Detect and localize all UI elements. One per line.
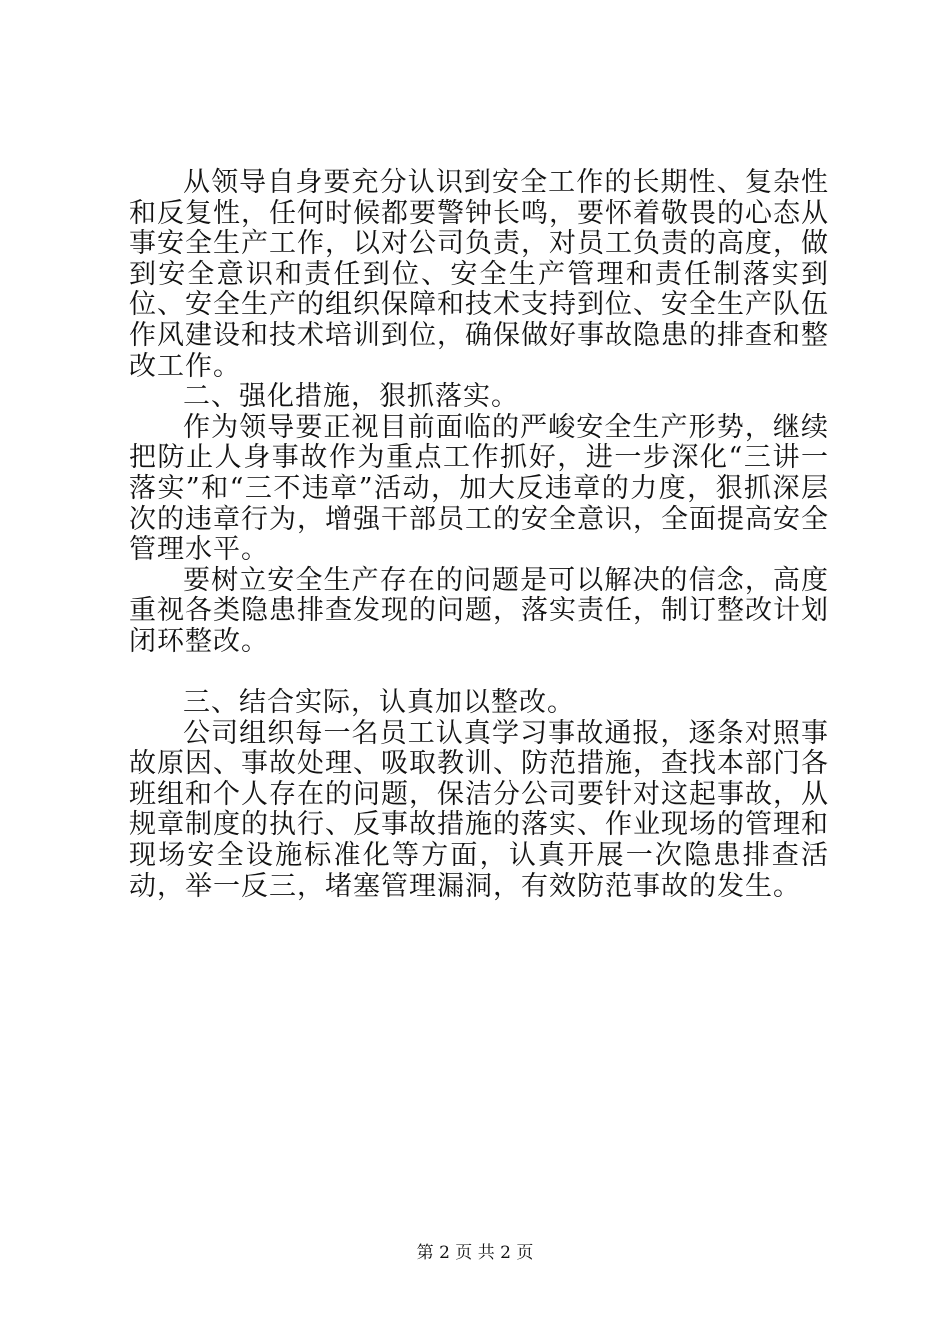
blank-line xyxy=(129,658,829,689)
section-heading-three: 三、结合实际，认真加以整改。 xyxy=(183,687,575,719)
paragraph-strengthen-measures: 作为领导要正视目前面临的严峻安全生产形势，继续把防止人身事故作为重点工作抓好，进一步深化“三讲一落实”和“三不违章”活动，加大反违章的力度，狠抓深层次的违章行为，增强干部员工的安全意识，全面提高安全管理水平。 xyxy=(129,411,829,566)
document-body xyxy=(129,168,829,902)
paragraph-leadership-awareness: 从领导自身要充分认识到安全工作的长期性、复杂性和反复性，任何时候都要警钟长鸣，要怀着敬畏的心态从事安全生产工作，以对公司负责，对员工负责的高度，做到安全意识和责任到位、安全生产管理和责任制落实到位、安全生产的组织保障和技术支持到位、安全生产队伍作风建设和技术培训到位，确保做好事故隐患的排查和整改工作。 xyxy=(129,167,829,382)
paragraph-rectification: 公司组织每一名员工认真学习事故通报，逐条对照事故原因、事故处理、吸取教训、防范措施，查找本部门各班组和个人存在的问题，保洁分公司要针对这起事故，从规章制度的执行、反事故措施的落实、作业现场的管理和现场安全设施标准化等方面，认真开展一次隐患排查活动，举一反三，堵塞管理漏洞，有效防范事故的发生。 xyxy=(129,717,829,902)
page-footer: 第 2 页 共 2 页 xyxy=(416,1243,534,1263)
section-heading-two: 二、强化措施，狠抓落实。 xyxy=(183,381,519,413)
paragraph-resolve-problems: 要树立安全生产存在的问题是可以解决的信念，高度重视各类隐患排查发现的问题，落实责任，制订整改计划闭环整改。 xyxy=(129,564,829,657)
